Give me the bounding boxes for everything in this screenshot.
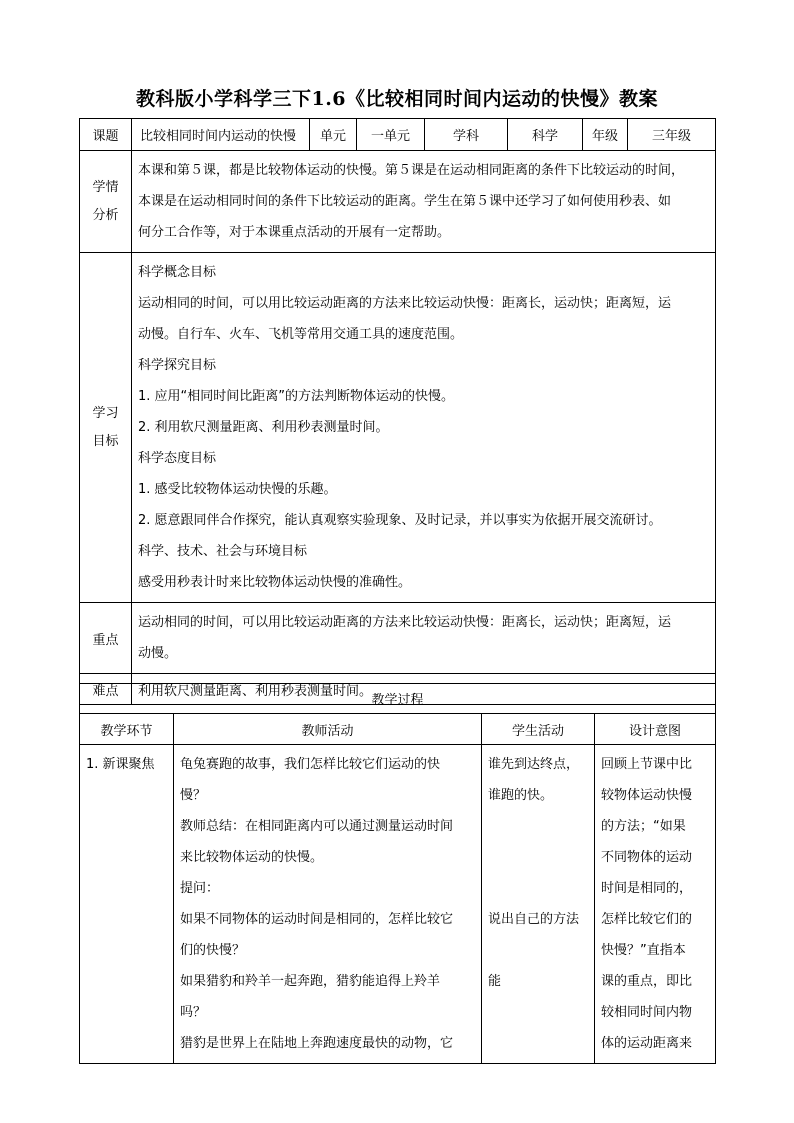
teacher-line: 龟兔赛跑的故事，我们怎样比较它们运动的快 xyxy=(180,757,441,772)
key-point-row xyxy=(80,603,716,674)
process-title-row xyxy=(80,684,716,714)
analysis-line: 何分工合作等，对于本课重点活动的开展有一定帮助。 xyxy=(138,225,451,240)
grade-value: 三年级 xyxy=(628,119,716,151)
student-line xyxy=(488,842,588,873)
stage-cell: 1. 新课聚焦 xyxy=(80,745,174,1064)
header-stage: 教学环节 xyxy=(80,714,174,745)
intent-line: 快慢？”直指本 xyxy=(601,943,686,958)
goal-line: 科学概念目标 xyxy=(138,265,217,280)
teacher-activity-cell xyxy=(174,745,482,1064)
key-point-line: 动慢。 xyxy=(138,646,178,661)
teacher-line: 们的快慢？ xyxy=(180,943,246,958)
key-point-content xyxy=(132,603,716,674)
document-title: 教科版小学科学三下1.6《比较相同时间内运动的快慢》教案 xyxy=(135,88,659,110)
subject-label: 学科 xyxy=(425,119,508,151)
grade-label: 年级 xyxy=(583,119,628,151)
goal-line: 科学、技术、社会与环境目标 xyxy=(138,544,308,559)
student-activity-cell xyxy=(482,745,595,1064)
goal-line: 2. 愿意跟同伴合作探究，能认真观察实验现象、及时记录，并以事实为依据开展交流研讨。 xyxy=(138,513,662,528)
unit-label: 单元 xyxy=(310,119,357,151)
teacher-line: 如果不同物体的运动时间是相同的，怎样比较它 xyxy=(180,912,454,927)
teacher-line: 来比较物体运动的快慢。 xyxy=(180,850,324,865)
teacher-line: 教师总结：在相同距离内可以通过测量运动时间 xyxy=(180,819,454,834)
goal-line: 1. 应用“相同时间比距离”的方法判断物体运动的快慢。 xyxy=(138,389,455,404)
teacher-line: 吗？ xyxy=(180,1005,207,1020)
analysis-label-line-1: 学情 xyxy=(92,179,119,195)
goal-line: 科学态度目标 xyxy=(138,451,217,466)
header-intent: 设计意图 xyxy=(595,714,716,745)
process-header-row xyxy=(80,714,716,745)
student-line: 谁先到达终点， xyxy=(488,757,580,772)
intent-line: 体的运动距离来 xyxy=(601,1036,693,1051)
header-teacher: 教师活动 xyxy=(174,714,482,745)
goal-line: 2. 利用软尺测量距离、利用秒表测量时间。 xyxy=(138,420,389,435)
analysis-label-line-2: 分析 xyxy=(92,207,119,223)
process-title: 教学过程 xyxy=(80,684,716,714)
goal-line: 科学探究目标 xyxy=(138,358,217,373)
student-line xyxy=(488,1028,588,1059)
design-intent-cell xyxy=(595,745,716,1064)
goals-label xyxy=(80,253,132,603)
topic-value: 比较相同时间内运动的快慢 xyxy=(132,119,310,151)
unit-value: 一单元 xyxy=(357,119,425,151)
intent-line: 怎样比较它们的 xyxy=(601,912,693,927)
topic-row xyxy=(80,119,716,151)
difficulty-label: 难点 xyxy=(80,674,132,705)
intent-line: 较物体运动快慢 xyxy=(601,788,693,803)
goals-row xyxy=(80,253,716,603)
student-line xyxy=(488,935,588,966)
teacher-line: 如果猎豹和羚羊一起奔跑，猎豹能追得上羚羊 xyxy=(180,974,441,989)
analysis-row xyxy=(80,151,716,253)
analysis-line: 本课是在运动相同时间的条件下比较运动的距离。学生在第５课中还学习了如何使用秒表、如 xyxy=(138,194,672,209)
lesson-info-table xyxy=(79,118,716,705)
goals-label-line-2: 目标 xyxy=(92,433,119,449)
goals-content xyxy=(132,253,716,603)
intent-line: 回顾上节课中比 xyxy=(601,757,693,772)
key-point-line: 运动相同的时间，可以用比较运动距离的方法来比较运动快慢：距离长，运动快；距离短，运 xyxy=(138,615,672,630)
key-point-label: 重点 xyxy=(80,603,132,674)
teaching-process-table xyxy=(79,683,716,1064)
goal-line: 动慢。自行车、火车、飞机等常用交通工具的速度范围。 xyxy=(138,327,464,342)
header-student: 学生活动 xyxy=(482,714,595,745)
intent-line: 时间是相同的， xyxy=(601,881,693,896)
topic-label: 课题 xyxy=(80,119,132,151)
student-line: 说出自己的方法 xyxy=(488,912,580,927)
analysis-content xyxy=(132,151,716,253)
intent-line: 课的重点，即比 xyxy=(601,974,693,989)
student-line xyxy=(488,873,588,904)
teacher-line: 慢？ xyxy=(180,788,207,803)
difficulty-content: 利用软尺测量距离、利用秒表测量时间。 xyxy=(132,674,716,705)
teacher-line: 提问： xyxy=(180,881,220,896)
analysis-line: 本课和第５课，都是比较物体运动的快慢。第５课是在运动相同距离的条件下比较运动的时间， xyxy=(138,163,685,178)
goal-line: 1. 感受比较物体运动快慢的乐趣。 xyxy=(138,482,337,497)
student-line: 能 xyxy=(488,974,502,989)
process-row xyxy=(80,745,716,1064)
student-line: 谁跑的快。 xyxy=(488,788,554,803)
teacher-line: 猎豹是世界上在陆地上奔跑速度最快的动物，它 xyxy=(180,1036,454,1051)
goal-line: 感受用秒表计时来比较物体运动快慢的准确性。 xyxy=(138,575,412,590)
subject-value: 科学 xyxy=(508,119,583,151)
intent-line: 较相同时间内物 xyxy=(601,1005,693,1020)
intent-line: 不同物体的运动 xyxy=(601,850,693,865)
student-line xyxy=(488,997,588,1028)
analysis-label xyxy=(80,151,132,253)
goals-label-line-1: 学习 xyxy=(92,405,119,421)
student-line xyxy=(488,811,588,842)
goal-line: 运动相同的时间，可以用比较运动距离的方法来比较运动快慢：距离长，运动快；距离短，运 xyxy=(138,296,672,311)
intent-line: 的方法；“如果 xyxy=(601,819,686,834)
